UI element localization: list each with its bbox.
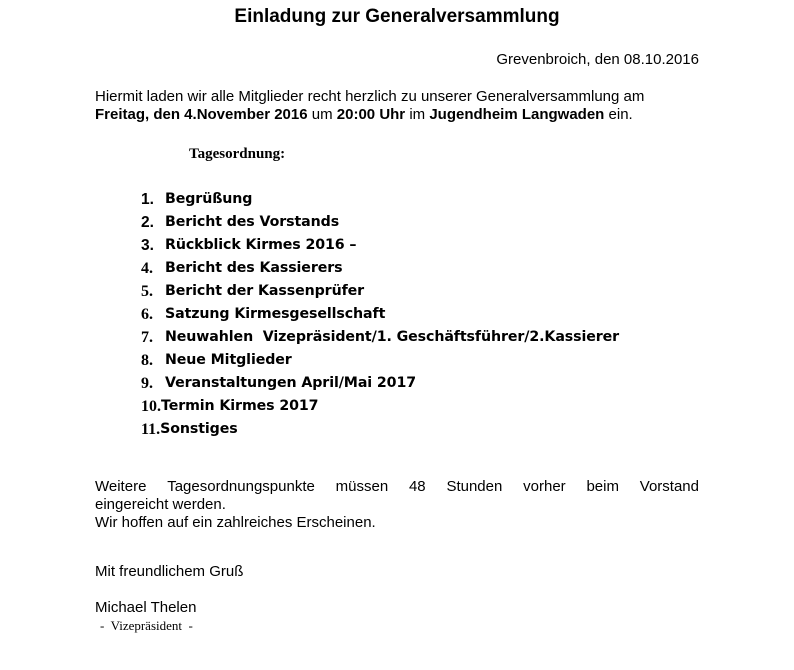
agenda-item-number: 2. (141, 214, 154, 231)
agenda-item (141, 303, 619, 326)
notice-word: Stunden (446, 478, 503, 495)
agenda-item-number: 7. (141, 329, 153, 346)
place-and-date: Grevenbroich, den 08.10.2016 (496, 51, 699, 68)
agenda-item-text: Bericht des Kassierers (165, 260, 343, 276)
meeting-date: Freitag, den 4.November 2016 (95, 106, 308, 123)
notice-line-2: eingereicht werden. (95, 496, 226, 513)
invitation-line-1: Hiermit laden wir alle Mitglieder recht herzlich zu unserer Generalversammlung am (95, 88, 645, 105)
notice-paragraph (95, 478, 699, 532)
invitation-ending: ein. (604, 106, 633, 123)
agenda-item (141, 188, 619, 211)
signer-name: Michael Thelen (95, 599, 197, 616)
agenda-item-number: 10. (141, 398, 161, 415)
agenda-item-text: Veranstaltungen April/Mai 2017 (165, 375, 416, 391)
document-title: Einladung zur Generalversammlung (234, 6, 560, 27)
notice-word: vorher (523, 478, 566, 495)
notice-word: 48 (408, 478, 426, 495)
agenda-item-text: Satzung Kirmesgesellschaft (165, 306, 386, 322)
agenda-item-number: 3. (141, 237, 154, 254)
notice-line-3: Wir hoffen auf ein zahlreiches Erscheinen. (95, 514, 376, 531)
agenda-item-number: 8. (141, 352, 153, 369)
agenda-item (141, 372, 619, 395)
agenda-item-text: Termin Kirmes 2017 (161, 398, 319, 414)
agenda-item (141, 349, 619, 372)
agenda-item (141, 418, 619, 441)
notice-word: Vorstand (639, 478, 699, 495)
notice-word: beim (586, 478, 619, 495)
agenda-item-text: Neue Mitglieder (165, 352, 292, 368)
agenda-item (141, 395, 619, 418)
invitation-line-2 (95, 106, 715, 124)
agenda-item-text: Rückblick Kirmes 2016 – (165, 237, 357, 253)
meeting-location: Jugendheim Langwaden (429, 106, 605, 123)
notice-line-1 (95, 478, 699, 496)
invitation-connector-2: im (405, 106, 430, 123)
invitation-connector-1: um (307, 106, 337, 123)
signer-role: - Vizepräsident - (100, 618, 193, 633)
notice-word: müssen (335, 478, 389, 495)
notice-word: Weitere (95, 478, 147, 495)
agenda-item-number: 5. (141, 283, 153, 300)
agenda-item (141, 211, 619, 234)
agenda-item (141, 257, 619, 280)
invitation-paragraph (95, 88, 715, 124)
agenda-heading: Tagesordnung: (189, 146, 286, 162)
agenda-item (141, 234, 619, 257)
agenda-item-text: Bericht der Kassenprüfer (165, 283, 365, 299)
agenda-list (141, 188, 619, 441)
agenda-item-number: 9. (141, 375, 153, 392)
agenda-item (141, 326, 619, 349)
agenda-item-number: 11. (141, 421, 161, 438)
notice-word: Tagesordnungspunkte (167, 478, 315, 495)
agenda-item-number: 1. (141, 191, 154, 208)
agenda-item-text: Begrüßung (165, 191, 253, 207)
closing-greeting: Mit freundlichem Gruß (95, 563, 244, 580)
agenda-item-number: 6. (141, 306, 153, 323)
agenda-item-number: 4. (141, 260, 153, 277)
agenda-item (141, 280, 619, 303)
agenda-item-text: Sonstiges (160, 421, 238, 437)
agenda-item-text: Bericht des Vorstands (165, 214, 340, 230)
meeting-time: 20:00 Uhr (336, 106, 406, 123)
agenda-item-text: Neuwahlen Vizepräsident/1. Geschäftsführer/2.Kassierer (165, 329, 620, 345)
